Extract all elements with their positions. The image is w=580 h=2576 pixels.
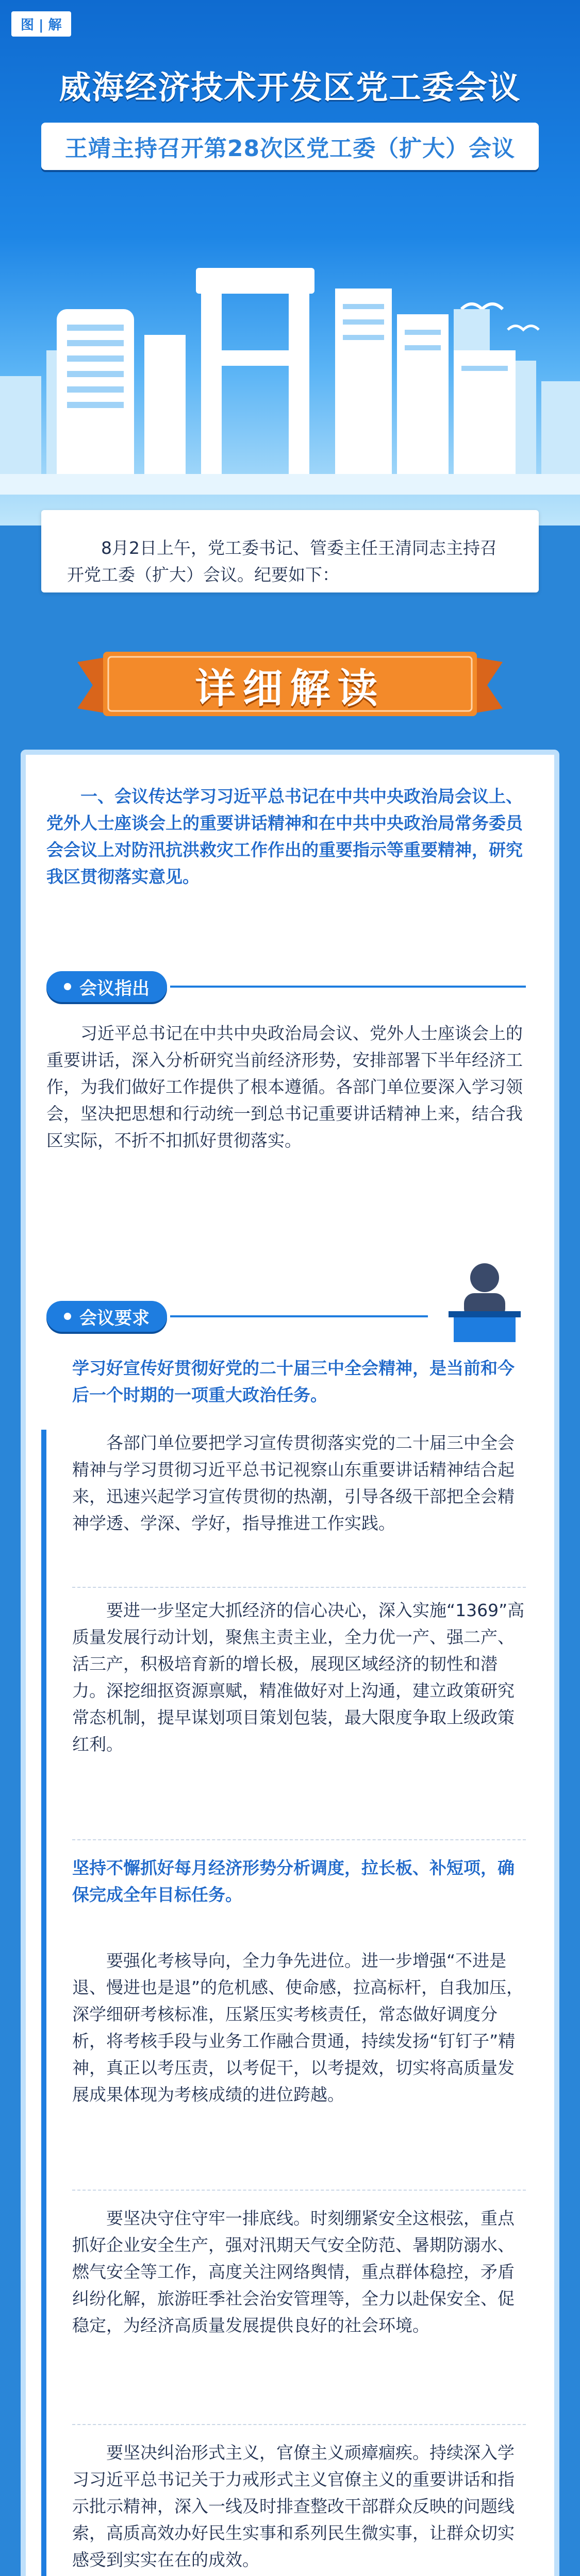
divider [170,1315,428,1317]
separator [72,2190,526,2191]
speaker-icon [443,1257,526,1345]
separator [72,1587,526,1588]
badge-meeting-requirement [46,1301,167,1332]
section-1-bullet-1: 各部门单位要把学习宣传贯彻落实党的二十届三中全会精神与学习贯彻习近平总书记视察山东重要讲话精神结合起来，迅速兴起学习宣传贯彻的热潮，引导各级干部把全会精神学透、学深、学好，指导推进工作实践。 [72,1433,515,1533]
city-skyline-illustration [0,247,580,495]
separator [72,1839,526,1840]
category-tag: 图 | 解 [11,11,71,37]
section-1-bullet-5: 要坚决纠治形式主义，官僚主义顽瘴痼疾。持续深入学习习近平总书记关于力戒形式主义官僚主义的重要讲话和指示批示精神，深入一线及时排查整改干部群众反映的问题线索，高质高效办好民生实事和系列民生微实事，让群众切实感受到实实在在的成效。 [72,2443,515,2570]
detail-title: 详细解读 [195,666,385,712]
separator [72,2424,526,2425]
page-subtitle: 王靖主持召开第28次区党工委（扩大）会议 [64,135,516,162]
section-1-bullet-2: 要进一步坚定大抓经济的信心决心，深入实施“1369”高质量发展行动计划，聚焦主责主业，全力优一产、强二产、活三产，积极培育新的增长极，展现区域经济的韧性和潜力。深挖细抠资源禀赋，精准做好对上沟通，建立政策研究常态机制，提早谋划项目策划包装，最大限度争取上级政策红利。 [72,1600,525,1754]
bullet-bar [41,1430,46,2007]
badge-meeting-pointed-out [46,971,167,1002]
intro-text: 8月2日上午，党工委书记、管委主任王清同志主持召开党工委（扩大）会议。纪要如下： [67,538,497,585]
section-1-bullet-4: 要坚决守住守牢一排底线。时刻绷紧安全这根弦，重点抓好企业安全生产，强对汛期天气安全防范、暑期防溺水、燃气安全等工作，高度关注网络舆情，重点群体稳控，矛盾纠纷化解，旅游旺季社会治安管理等，全力以赴保安全、促稳定，为经济高质量发展提供良好的社会环境。 [72,2208,515,2335]
bullet-bar [41,1937,46,2576]
detail-banner [77,647,503,724]
dot-icon [64,983,71,990]
header-banner [0,0,580,526]
subtitle-box [41,123,539,170]
section-1-bullet-3: 要强化考核导向，全力争先进位。进一步增强“不进是退、慢进也是退”的危机感、使命感，拉高标杆，自我加压，深学细研考核标准，压紧压实考核责任，常态做好调度分析，将考核手段与业务工作融合贯通，持续发扬“钉钉子”精神，真正以考压责，以考促干，以考提效，切实将高质量发展成果体现为考核成绩的进位跨越。 [72,1951,524,2105]
divider [170,986,526,988]
section-1-point: 习近平总书记在中共中央政治局会议、党外人士座谈会上的重要讲话，深入分析研究当前经济形势，安排部署下半年经济工作，为我们做好工作提供了根本遵循。各部门单位要深入学习领会，坚决把思想和行动统一到总书记重要讲话精神上来，结合我区实际，不折不扣抓好贯彻落实。 [46,1023,523,1150]
badge-label: 会议指出 [79,978,150,999]
section-1-requirement-head: 学习好宣传好贯彻好党的二十届三中全会精神，是当前和今后一个时期的一项重大政治任务。 [72,1358,515,1405]
section-1-bullet-3-head: 坚持不懈抓好每月经济形势分析调度，拉长板、补短项，确保完成全年目标任务。 [72,1858,515,1905]
badge-label: 会议要求 [79,1308,150,1329]
section-1-heading: 一、会议传达学习习近平总书记在中共中央政治局会议上、党外人士座谈会上的重要讲话精神和在中共中央政治局常务委员会会议上对防汛抗洪救灾工作作出的重要指示等重要精神，研究我区贯彻落实意见。 [46,786,523,887]
dot-icon [64,1313,71,1320]
page-title: 威海经济技术开发区党工委会议 [59,69,521,106]
